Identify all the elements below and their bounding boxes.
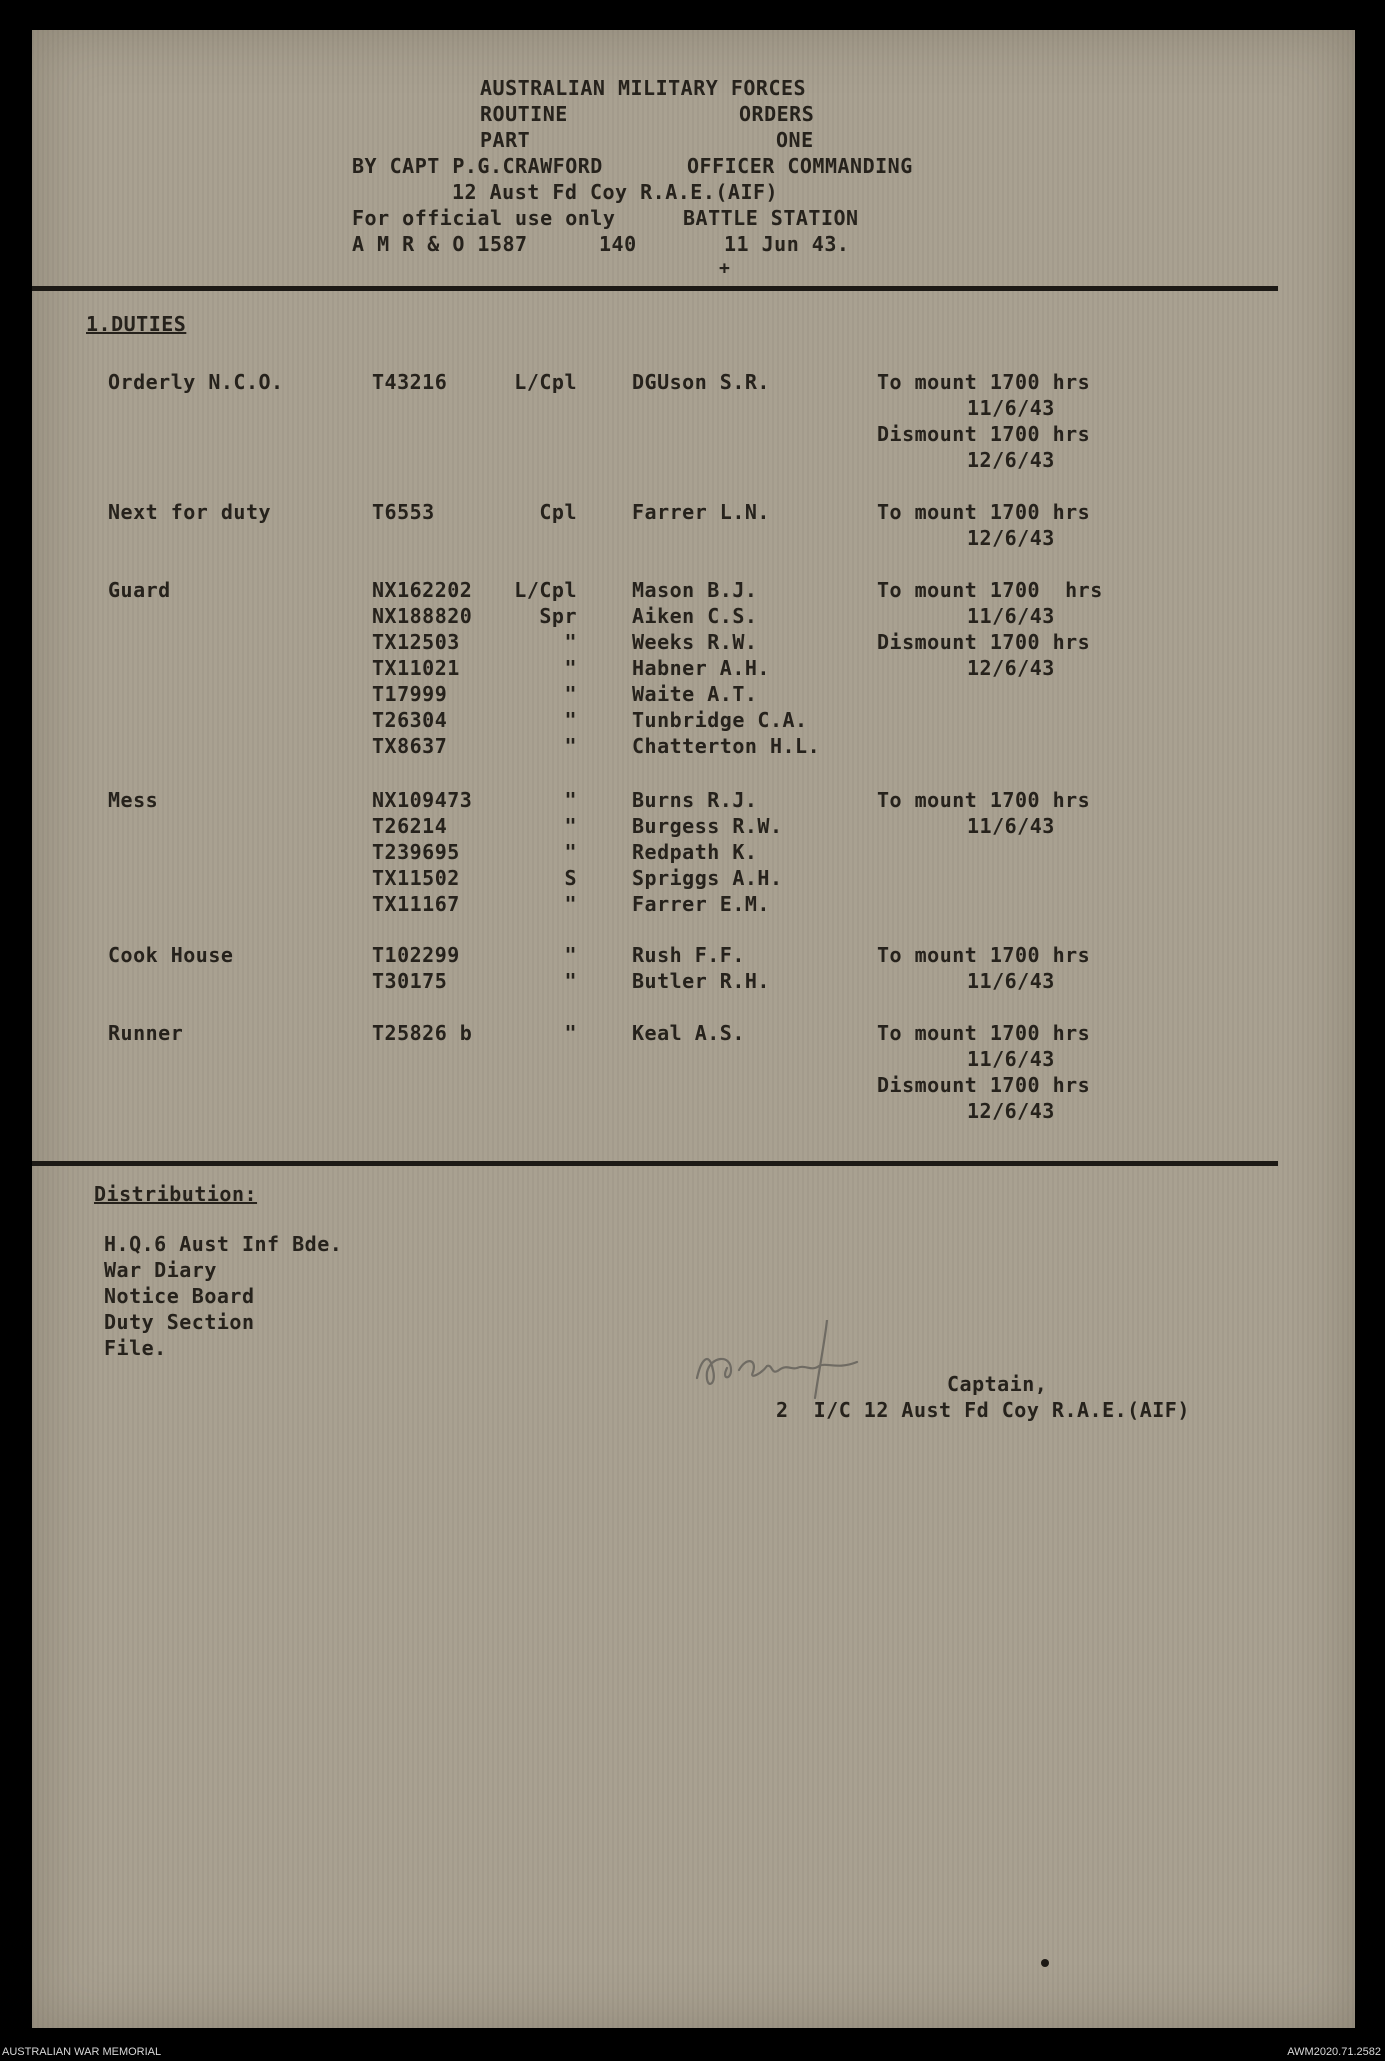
duty-name: Farrer E.M. xyxy=(632,892,770,916)
signature-title: Captain, xyxy=(947,1372,1048,1396)
duty-time: Dismount 1700 hrs xyxy=(877,422,1091,446)
header-officer-commanding: OFFICER COMMANDING xyxy=(687,154,913,178)
duty-time: To mount 1700 hrs xyxy=(877,500,1091,524)
header-unit: 12 Aust Fd Coy R.A.E.(AIF) xyxy=(452,180,779,204)
duty-rank: L/Cpl xyxy=(514,578,577,602)
duty-name: Waite A.T. xyxy=(632,682,758,706)
duty-rank: L/Cpl xyxy=(514,370,577,394)
duty-rank: Spr xyxy=(539,604,577,628)
header-battle-station: BATTLE STATION xyxy=(683,206,859,230)
duty-time: To mount 1700 hrs xyxy=(877,943,1091,967)
duty-service-number: T30175 xyxy=(372,969,448,993)
duty-group-title: Runner xyxy=(108,1021,184,1045)
duty-date: 11/6/43 xyxy=(967,1047,1055,1071)
duty-service-number: T26214 xyxy=(372,814,448,838)
duty-name: Chatterton H.L. xyxy=(632,734,821,758)
ink-dot xyxy=(1041,1959,1049,1967)
duty-name: Aiken C.S. xyxy=(632,604,758,628)
duty-rank: " xyxy=(564,708,577,732)
duty-name: Tunbridge C.A. xyxy=(632,708,808,732)
signature-unit: 2 I/C 12 Aust Fd Coy R.A.E.(AIF) xyxy=(776,1398,1190,1422)
duty-service-number: TX8637 xyxy=(372,734,448,758)
duty-time: Dismount 1700 hrs xyxy=(877,1073,1091,1097)
duty-service-number: NX162202 xyxy=(372,578,473,602)
duty-service-number: TX11021 xyxy=(372,656,460,680)
duty-time: To mount 1700 hrs xyxy=(877,788,1091,812)
duty-date: 11/6/43 xyxy=(967,396,1055,420)
header-routine: ROUTINE xyxy=(480,102,568,126)
footer-accession: AWM2020.71.2582 xyxy=(1287,2046,1381,2058)
footer-institution: AUSTRALIAN WAR MEMORIAL xyxy=(2,2046,162,2058)
distribution-item: H.Q.6 Aust Inf Bde. xyxy=(104,1232,343,1256)
duty-name: DGUson S.R. xyxy=(632,370,770,394)
duty-service-number: TX12503 xyxy=(372,630,460,654)
header-amro: A M R & O 1587 xyxy=(352,232,528,256)
handwritten-signature xyxy=(687,1320,947,1400)
distribution-item: Notice Board xyxy=(104,1284,255,1308)
duty-time: To mount 1700 hrs xyxy=(877,1021,1091,1045)
duty-service-number: TX11502 xyxy=(372,866,460,890)
duty-time: To mount 1700 hrs xyxy=(877,578,1103,602)
duty-name: Burns R.J. xyxy=(632,788,758,812)
duty-rank: " xyxy=(564,1021,577,1045)
duty-service-number: T17999 xyxy=(372,682,448,706)
duties-heading: 1.DUTIES xyxy=(86,312,187,336)
duty-name: Spriggs A.H. xyxy=(632,866,783,890)
duty-rank: " xyxy=(564,630,577,654)
header-part: PART xyxy=(480,128,531,152)
duty-rank: " xyxy=(564,656,577,680)
header-number: 140 xyxy=(599,232,637,256)
duty-date: 11/6/43 xyxy=(967,604,1055,628)
duty-name: Rush F.F. xyxy=(632,943,745,967)
duty-service-number: T25826 b xyxy=(372,1021,473,1045)
duty-time: Dismount 1700 hrs xyxy=(877,630,1091,654)
duty-rank: " xyxy=(564,814,577,838)
duty-service-number: T102299 xyxy=(372,943,460,967)
duty-rank: " xyxy=(564,892,577,916)
duty-rank: S xyxy=(564,866,577,890)
duty-rank: " xyxy=(564,682,577,706)
distribution-item: Duty Section xyxy=(104,1310,255,1334)
duty-date: 12/6/43 xyxy=(967,656,1055,680)
duty-service-number: T26304 xyxy=(372,708,448,732)
duty-date: 11/6/43 xyxy=(967,969,1055,993)
duty-rank: Cpl xyxy=(539,500,577,524)
duty-date: 11/6/43 xyxy=(967,814,1055,838)
duty-service-number: NX188820 xyxy=(372,604,473,628)
duty-date: 12/6/43 xyxy=(967,1099,1055,1123)
duty-service-number: T6553 xyxy=(372,500,435,524)
header-orders: ORDERS xyxy=(739,102,815,126)
header-mark: + xyxy=(719,258,731,279)
header-one: ONE xyxy=(776,128,814,152)
duty-group-title: Next for duty xyxy=(108,500,272,524)
duty-name: Keal A.S. xyxy=(632,1021,745,1045)
duty-service-number: NX109473 xyxy=(372,788,473,812)
duty-rank: " xyxy=(564,969,577,993)
header-date: 11 Jun 43. xyxy=(724,232,850,256)
duty-service-number: T239695 xyxy=(372,840,460,864)
duty-name: Burgess R.W. xyxy=(632,814,783,838)
top-divider xyxy=(32,286,1278,291)
duty-group-title: Mess xyxy=(108,788,159,812)
header-line-1: AUSTRALIAN MILITARY FORCES xyxy=(480,76,807,100)
bottom-divider xyxy=(32,1161,1278,1166)
duty-service-number: TX11167 xyxy=(372,892,460,916)
duty-group-title: Guard xyxy=(108,578,171,602)
duty-rank: " xyxy=(564,734,577,758)
header-by-capt: BY CAPT P.G.CRAWFORD xyxy=(352,154,603,178)
distribution-heading: Distribution: xyxy=(94,1182,258,1206)
duty-group-title: Orderly N.C.O. xyxy=(108,370,284,394)
distribution-item: War Diary xyxy=(104,1258,217,1282)
header-official-use: For official use only xyxy=(352,206,616,230)
duty-date: 12/6/43 xyxy=(967,448,1055,472)
duty-time: To mount 1700 hrs xyxy=(877,370,1091,394)
duty-name: Redpath K. xyxy=(632,840,758,864)
duty-date: 12/6/43 xyxy=(967,526,1055,550)
duty-rank: " xyxy=(564,840,577,864)
duty-name: Mason B.J. xyxy=(632,578,758,602)
duty-name: Weeks R.W. xyxy=(632,630,758,654)
duty-rank: " xyxy=(564,943,577,967)
duty-name: Habner A.H. xyxy=(632,656,770,680)
distribution-item: File. xyxy=(104,1336,167,1360)
duty-service-number: T43216 xyxy=(372,370,448,394)
duty-name: Farrer L.N. xyxy=(632,500,770,524)
duty-group-title: Cook House xyxy=(108,943,234,967)
duty-name: Butler R.H. xyxy=(632,969,770,993)
duty-rank: " xyxy=(564,788,577,812)
document-page xyxy=(32,30,1355,2028)
